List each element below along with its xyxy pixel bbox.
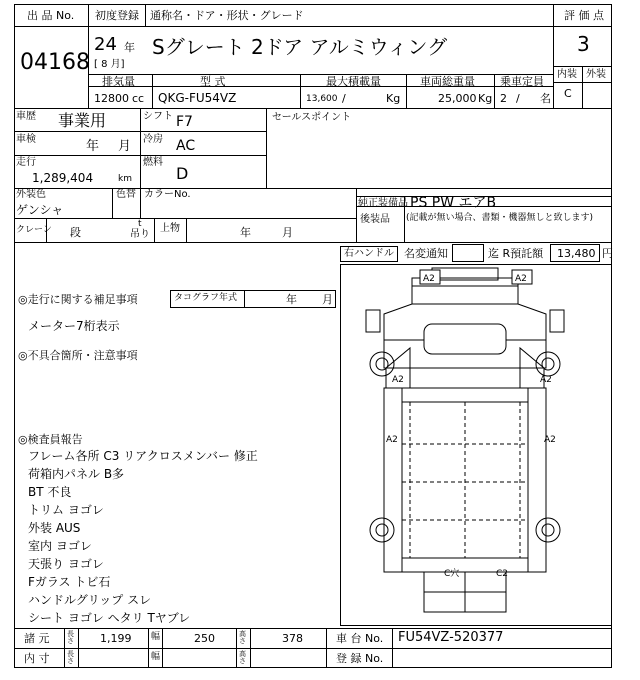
chassis-value: FU54VZ-520377 — [398, 630, 504, 645]
grade-value: 3 — [577, 32, 590, 56]
sales-point-label: セールスポイント — [272, 112, 352, 123]
tachograph-year: 年 — [286, 293, 297, 306]
aftermarket-label: 後装品 — [360, 214, 390, 225]
inspector-line: ハンドルグリップ スレ — [28, 593, 152, 607]
history-value: 事業用 — [58, 111, 107, 130]
inspection-year: 年 — [86, 139, 100, 154]
max-load-value: 13,600 — [306, 94, 338, 104]
inspector-line: シート ヨゴレ ヘタリ Tヤブレ — [28, 611, 191, 625]
first-registration-label: 初度登録 — [95, 9, 139, 22]
damage-mark: A2 — [423, 274, 435, 284]
shift-label: シフト — [143, 111, 173, 122]
cooler-value: AC — [176, 138, 196, 154]
capacity-label: 乗車定員 — [500, 75, 544, 88]
capacity-value: 2 — [500, 92, 507, 105]
inspector-line: BT 不良 — [28, 485, 72, 499]
registration-year-unit: 年 — [124, 41, 135, 54]
damage-mark: A2 — [515, 274, 527, 284]
type-value: QKG-FU54VZ — [158, 91, 237, 105]
exterior-color-value: ゲンシャ — [16, 203, 64, 217]
type-label: 型 式 — [200, 75, 226, 88]
damage-mark: A2 — [386, 435, 398, 445]
interior-grade-label: 内装 — [557, 69, 577, 80]
height-label: 高さ — [239, 650, 246, 665]
model-label: 通称名・ドア・形状・グレード — [150, 9, 304, 22]
upper-body-year: 年 — [240, 226, 251, 239]
color-change-label: 色替 — [116, 189, 136, 200]
width-label: 幅 — [151, 632, 161, 642]
crane-stage: 段 — [70, 226, 81, 239]
inspector-title: ◎検査員報告 — [18, 433, 83, 446]
max-load-label: 最大積載量 — [326, 75, 381, 88]
exterior-grade-label: 外装 — [586, 69, 606, 80]
registration-month: [ 8 月] — [94, 59, 125, 70]
crane-label: クレーン — [16, 225, 52, 235]
length-label: 長さ — [67, 630, 74, 645]
crane-hoist: 吊り — [130, 229, 150, 240]
gross-weight-label: 車両総重量 — [420, 75, 475, 88]
max-load-slash: / — [342, 92, 346, 105]
history-label: 車歴 — [16, 111, 36, 122]
inspector-line: 荷箱内パネル B多 — [28, 467, 125, 481]
name-change-label: 名変通知 — [404, 247, 448, 260]
inspector-line: 室内 ヨゴレ — [28, 539, 92, 553]
damage-mark: C2 — [496, 569, 509, 579]
fuel-label: 燃料 — [143, 157, 163, 168]
inner-dimensions-label: 内 寸 — [24, 652, 50, 665]
fuel-value: D — [176, 164, 189, 183]
color-code-label: カラーNo. — [144, 189, 191, 200]
inspector-line: Fガラス トビ石 — [28, 575, 111, 589]
equipment-label: 純正装備品 — [358, 198, 408, 209]
chassis-label: 車 台 No. — [336, 632, 384, 645]
truck-diagram — [340, 264, 612, 626]
damage-mark: A2 — [544, 435, 556, 445]
upper-body-month: 月 — [282, 226, 293, 239]
inspector-line: トリム ヨゴレ — [28, 503, 104, 517]
supplement-title: ◎走行に関する補足事項 — [18, 293, 138, 306]
supplement-text: メーター7桁表示 — [28, 319, 120, 333]
height-label: 高さ — [239, 630, 246, 645]
displacement-label: 排気量 — [102, 75, 135, 88]
lot-no: 04168 — [20, 50, 90, 75]
displacement-value: 12800 — [94, 92, 129, 105]
mileage-label: 走行 — [16, 157, 36, 168]
specs-label: 諸 元 — [24, 632, 50, 645]
damage-mark: A2 — [392, 375, 404, 385]
crane-tonnage: t — [138, 219, 142, 229]
gross-weight-unit: Kg — [478, 92, 493, 105]
inspector-line: フレーム各所 C3 リアクロスメンバー 修正 — [28, 449, 258, 463]
recycle-label: 迄 R預託額 — [488, 247, 544, 260]
right-hand-drive-label: 右ハンドル — [344, 248, 394, 259]
vehicle-name: Sグレート 2ドア アルミウィング — [152, 35, 448, 59]
exterior-color-label: 外装色 — [16, 189, 46, 200]
grade-label: 評 価 点 — [564, 9, 604, 22]
mileage-unit: km — [118, 174, 132, 184]
max-load-unit: Kg — [386, 92, 401, 105]
height-value: 378 — [282, 632, 303, 645]
gross-weight-value: 25,000 — [438, 92, 477, 105]
lot-no-label: 出 品 No. — [27, 9, 75, 22]
interior-grade-value: C — [564, 87, 572, 100]
inspection-month: 月 — [118, 139, 132, 154]
registration-number-label: 登 録 No. — [336, 652, 384, 665]
shift-value: F7 — [176, 114, 193, 130]
damage-mark: A2 — [540, 375, 552, 385]
length-value: 1,199 — [100, 632, 132, 645]
recycle-value: 13,480 — [557, 247, 596, 260]
equipment-value: PS PW エアB — [410, 195, 497, 211]
aftermarket-note: (記載が無い場合、書類・機器無しと致します) — [406, 213, 594, 223]
capacity-suffix: 名 — [540, 92, 551, 105]
inspector-line: 天張り ヨゴレ — [28, 557, 104, 571]
capacity-slash: / — [516, 92, 520, 105]
recycle-unit: 円 — [602, 247, 613, 260]
upper-body-label: 上物 — [160, 223, 180, 234]
mileage-value: 1,289,404 — [32, 171, 94, 185]
cooler-label: 冷房 — [143, 134, 163, 145]
tachograph-month: 月 — [322, 293, 333, 306]
name-change-box — [452, 244, 484, 262]
inspection-label: 車検 — [16, 134, 36, 145]
width-label: 幅 — [151, 652, 161, 662]
width-value: 250 — [194, 632, 215, 645]
defects-title: ◎不具合箇所・注意事項 — [18, 349, 138, 362]
tachograph-label: タコグラフ年式 — [174, 293, 238, 303]
damage-mark: C穴 — [444, 569, 460, 579]
length-label: 長さ — [67, 650, 74, 665]
displacement-unit: cc — [132, 92, 145, 105]
inspector-line: 外装 AUS — [28, 521, 81, 535]
registration-year: 24 — [94, 34, 117, 55]
